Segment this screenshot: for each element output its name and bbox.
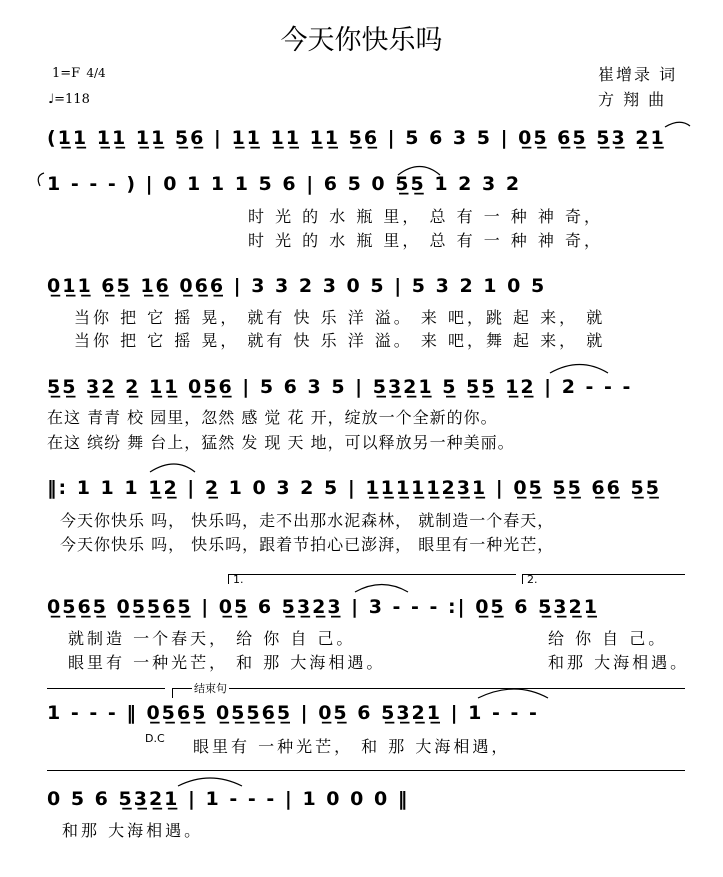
tempo-mark: ♩=118 bbox=[48, 92, 90, 107]
lyric-verse-1: 今天你快乐 吗， 快乐吗，走不出那水泥森林， 就制造一个春天， bbox=[60, 511, 555, 530]
slur-mark bbox=[150, 464, 195, 472]
notation: (1̲1̲ 1̲1̲ 1̲1̲ 5̲6̲ | 1̲1̲ 1̲1̲ 1̲1̲ 5̲6̲ | 5 6 3 5 | 0̲5̲ 6̲5̲ 5̲3̲ 2̲1̲ bbox=[47, 127, 666, 149]
lyric-verse-2: 眼里有 一种光芒， 和 那 大海相遇。 bbox=[68, 653, 386, 672]
lyric-verse-2: 当你 把 它 摇 晃， 就有 快 乐 洋 溢。 来 吧，舞 起 来， 就 bbox=[74, 331, 606, 350]
notation: 1 - - - ‖ 0̲5̲6̲5̲ 0̲5̲5̲6̲5̲ | 0̲5̲ 6 5̲3̲2̲1̲ | 1 - - - bbox=[47, 702, 539, 724]
lyric-verse-1: 在这 青青 校 园里，忽然 感 觉 花 开，绽放一个全新的你。 bbox=[47, 408, 498, 427]
slur-mark bbox=[478, 689, 548, 698]
composer-credit: 方 翔 曲 bbox=[598, 90, 667, 109]
slur-mark bbox=[38, 173, 44, 186]
notation: 1 - - - ) | 0 1 1 1 5 6 | 6 5 0 5̲5̲ 1 2 3 2 bbox=[47, 173, 522, 195]
slur-mark bbox=[550, 365, 608, 374]
song-title: 今天你快乐吗 bbox=[280, 25, 443, 56]
key-signature: 1=F 4/4 bbox=[52, 66, 106, 81]
notation: 5̲5̲ 3̲2̲ 2̲ 1̲1̲ 0̲5̲6̲ | 5 6 3 5 | 5̲3̲2̲1̲ 5̲ 5̲5̲ 1̲2̲ | 2 - - - bbox=[47, 376, 633, 398]
notation: 0 5 6 5̲3̲2̲1̲ | 1 - - - | 1 0 0 0 ‖ bbox=[47, 788, 410, 810]
lyric-verse-2-ending: 和那 大海相遇。 bbox=[548, 653, 690, 672]
slur-mark bbox=[665, 122, 690, 127]
lyric-verse-1: 眼里有 一种光芒， 和 那 大海相遇， bbox=[193, 737, 511, 756]
volta-2-label: 2. bbox=[527, 573, 538, 586]
notation: ‖: 1 1 1 1̲2̲ | 2̲ 1 0 3 2 5 | 1̲1̲1̲1̲1̲2̲3̲1̲ | 0̲5̲ 5̲5̲ 6̲6̲ 5̲5̲ bbox=[47, 477, 661, 499]
slur-mark bbox=[355, 585, 408, 593]
slur-mark bbox=[398, 167, 440, 176]
lyric-verse-2: 在这 缤纷 舞 台上，猛然 发 现 天 地，可以释放另一种美丽。 bbox=[47, 433, 515, 452]
lyric-verse-1: 和那 大海相遇。 bbox=[62, 821, 204, 840]
dc-mark: D.C bbox=[145, 732, 165, 745]
lyric-verse-2: 今天你快乐 吗， 快乐吗，跟着节拍心已澎湃， 眼里有一种光芒， bbox=[60, 535, 555, 554]
coda-label: 结束句 bbox=[194, 682, 227, 695]
time-signature: 4/4 bbox=[86, 66, 106, 80]
lyric-verse-2: 时 光 的 水 瓶 里， 总 有 一 种 神 奇， bbox=[248, 231, 603, 250]
slur-mark bbox=[178, 778, 242, 786]
lyric-verse-1: 就制造 一个春天， 给 你 自 己。 bbox=[68, 629, 356, 648]
lyric-verse-1-ending: 给 你 自 己。 bbox=[548, 629, 668, 648]
lyric-verse-1: 时 光 的 水 瓶 里， 总 有 一 种 神 奇， bbox=[248, 207, 603, 226]
volta-1-label: 1. bbox=[233, 573, 244, 586]
notation: 0̲5̲6̲5̲ 0̲5̲5̲6̲5̲ | 0̲5̲ 6 5̲3̲2̲3̲ | 3 - - - :| 0̲5̲ 6 5̲3̲2̲1̲ bbox=[47, 596, 599, 618]
notation: 0̲1̲1̲ 6̲5̲ 1̲6̲ 0̲6̲6̲ | 3 3 2 3 0 5 | 5 3 2 1 0 5 bbox=[47, 275, 547, 297]
lyricist-credit: 崔增录 词 bbox=[598, 65, 678, 84]
lyric-verse-1: 当你 把 它 摇 晃， 就有 快 乐 洋 溢。 来 吧，跳 起 来， 就 bbox=[74, 308, 606, 327]
